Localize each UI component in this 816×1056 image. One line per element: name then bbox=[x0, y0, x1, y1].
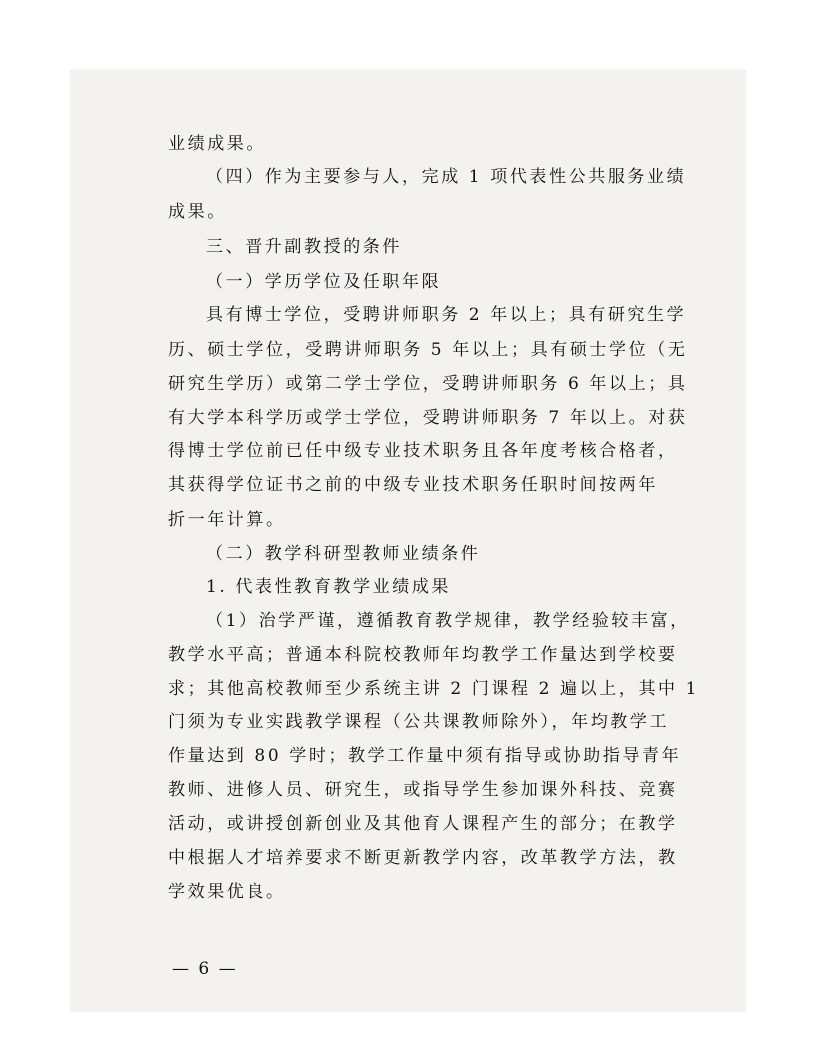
text-line-8: 研究生学历）或第二学士学位，受聘讲师职务 6 年以上；具 bbox=[168, 374, 688, 394]
subsection-heading-2: （二）教学科研型教师业绩条件 bbox=[206, 544, 481, 564]
text-line-21: 活动，或讲授创新创业及其他育人课程产生的部分；在教学 bbox=[168, 814, 678, 834]
text-line-19: 作量达到 80 学时；教学工作量中须有指导或协助指导青年 bbox=[168, 746, 682, 766]
text-line-22: 中根据人才培养要求不断更新教学内容，改革教学方法，教 bbox=[168, 848, 678, 868]
page-number: — 6 — bbox=[172, 959, 238, 979]
text-line-18: 门须为专业实践教学课程（公共课教师除外），年均教学工 bbox=[168, 712, 670, 732]
text-line-6: 具有博士学位，受聘讲师职务 2 年以上；具有研究生学 bbox=[206, 305, 687, 325]
text-line-16: 教学水平高；普通本科院校教师年均教学工作量达到学校要 bbox=[168, 645, 678, 665]
text-line-17: 求；其他高校教师至少系统主讲 2 门课程 2 遍以上，其中 1 bbox=[168, 679, 700, 699]
text-line-7: 历、硕士学位，受聘讲师职务 5 年以上；具有硕士学位（无 bbox=[168, 340, 688, 360]
text-line-3: 成果。 bbox=[168, 202, 227, 222]
text-line-23: 学效果优良。 bbox=[168, 882, 286, 902]
section-heading: 三、晋升副教授的条件 bbox=[206, 237, 402, 257]
text-line-15: （1）治学严谨，遵循教育教学规律，教学经验较丰富， bbox=[206, 611, 690, 631]
text-line-1: 业绩成果。 bbox=[168, 134, 266, 154]
item-heading: 1. 代表性教育教学业绩成果 bbox=[206, 577, 452, 597]
text-line-9: 有大学本科学历或学士学位，受聘讲师职务 7 年以上。对获 bbox=[168, 408, 688, 428]
text-line-11: 其获得学位证书之前的中级专业技术职务任职时间按两年 bbox=[168, 475, 658, 495]
text-line-10: 得博士学位前已任中级专业技术职务且各年度考核合格者， bbox=[168, 441, 678, 461]
subsection-heading-1: （一）学历学位及任职年限 bbox=[206, 272, 442, 292]
text-line-12: 折一年计算。 bbox=[168, 510, 286, 530]
text-line-20: 教师、进修人员、研究生，或指导学生参加课外科技、竞赛 bbox=[168, 780, 678, 800]
text-line-2: （四）作为主要参与人，完成 1 项代表性公共服务业绩 bbox=[206, 167, 687, 187]
